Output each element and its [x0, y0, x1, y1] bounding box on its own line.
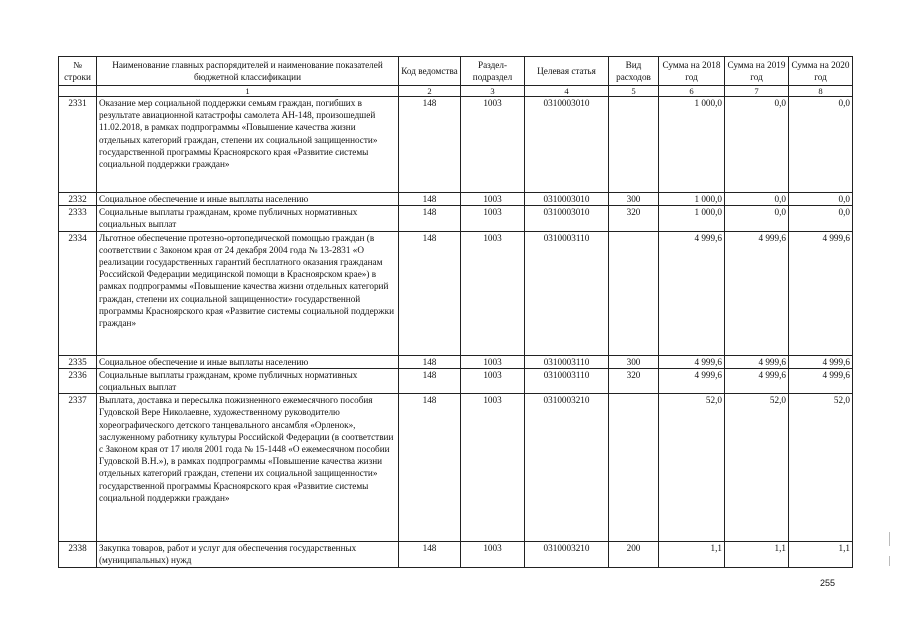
row-description: Социальные выплаты гражданам, кроме публичных нормативных социальных выплат [97, 206, 399, 231]
table-row [59, 193, 853, 206]
sum-2019: 4 999,6 [725, 355, 789, 368]
column-index: 7 [725, 86, 789, 97]
scan-edge-mark [889, 556, 890, 566]
department-code: 148 [399, 355, 461, 368]
sum-2020: 4 999,6 [789, 355, 853, 368]
sum-2018: 4 999,6 [659, 231, 725, 355]
col-header-section: Раздел-подраздел [461, 57, 525, 86]
col-header-sum-2018: Сумма на 2018 год [659, 57, 725, 86]
department-code: 148 [399, 394, 461, 542]
sum-2019: 4 999,6 [725, 231, 789, 355]
department-code: 148 [399, 542, 461, 567]
col-header-name: Наименование главных распорядителей и наименование показателей бюджетной классификации [97, 57, 399, 86]
page-number: 255 [820, 578, 836, 588]
budget-table-sheet [58, 56, 852, 568]
row-number: 2336 [59, 368, 97, 393]
department-code: 148 [399, 231, 461, 355]
section-code: 1003 [461, 206, 525, 231]
row-number: 2333 [59, 206, 97, 231]
expense-type: 320 [609, 206, 659, 231]
table-row [59, 231, 853, 355]
col-header-expense-type: Вид расходов [609, 57, 659, 86]
target-article: 0310003010 [525, 206, 609, 231]
column-index-blank [59, 86, 97, 97]
column-index: 1 [97, 86, 399, 97]
column-index: 4 [525, 86, 609, 97]
col-header-sum-2020: Сумма на 2020 год [789, 57, 853, 86]
sum-2018: 1,1 [659, 542, 725, 567]
column-index: 2 [399, 86, 461, 97]
department-code: 148 [399, 97, 461, 193]
row-description: Социальное обеспечение и иные выплаты населению [97, 193, 399, 206]
row-number: 2335 [59, 355, 97, 368]
sum-2018: 1 000,0 [659, 206, 725, 231]
row-description: Льготное обеспечение протезно-ортопедической помощью граждан (в соответствии с Законом края от 24 декабря 2004 года № 13-2831 «О реализации государственных гарантий бесплатного оказания гражданам Российской Федерации медицинской помощи в Красноярском крае») в рамках подпрограммы «Повышение качества жизни отдельных категорий граждан, степени их социальной защищенности» государственной программы Красноярского края «Развитие системы социальной поддержки граждан» [97, 231, 399, 355]
department-code: 148 [399, 206, 461, 231]
sum-2020: 0,0 [789, 206, 853, 231]
target-article: 0310003210 [525, 394, 609, 542]
row-description: Выплата, доставка и пересылка пожизненного ежемесячного пособия Гудовской Вере Николаевне, художественному руководителю хореографического детского танцевального ансамбля «Орленок», заслуженному работнику культуры Российской Федерации (в соответствии с Законом края от 17 июля 2001 года № 15-1448 «О ежемесячном пособии Гудовской В.Н.»), в рамках подпрограммы «Повышение качества жизни отдельных категорий граждан, степени их социальной защищенности» государственной программы Красноярского края «Развитие системы социальной поддержки граждан» [97, 394, 399, 542]
row-number: 2331 [59, 97, 97, 193]
expense-type: 300 [609, 355, 659, 368]
expense-type: 300 [609, 193, 659, 206]
sum-2019: 1,1 [725, 542, 789, 567]
col-header-sum-2019: Сумма на 2019 год [725, 57, 789, 86]
sum-2020: 52,0 [789, 394, 853, 542]
sum-2020: 0,0 [789, 193, 853, 206]
section-code: 1003 [461, 193, 525, 206]
expense-type: 200 [609, 542, 659, 567]
table-row [59, 206, 853, 231]
target-article: 0310003110 [525, 368, 609, 393]
section-code: 1003 [461, 542, 525, 567]
col-header-target-article: Целевая статья [525, 57, 609, 86]
row-description: Закупка товаров, работ и услуг для обеспечения государственных (муниципальных) нужд [97, 542, 399, 567]
column-index: 5 [609, 86, 659, 97]
sum-2019: 0,0 [725, 193, 789, 206]
sum-2018: 52,0 [659, 394, 725, 542]
section-code: 1003 [461, 394, 525, 542]
sum-2019: 52,0 [725, 394, 789, 542]
table-row [59, 394, 853, 542]
col-header-department-code: Код ведомства [399, 57, 461, 86]
sum-2019: 0,0 [725, 206, 789, 231]
expense-type: 320 [609, 368, 659, 393]
target-article: 0310003010 [525, 97, 609, 193]
target-article: 0310003110 [525, 355, 609, 368]
target-article: 0310003210 [525, 542, 609, 567]
table-row [59, 355, 853, 368]
sum-2020: 4 999,6 [789, 231, 853, 355]
sum-2018: 4 999,6 [659, 355, 725, 368]
table-row [59, 542, 853, 567]
expense-type [609, 394, 659, 542]
sum-2018: 4 999,6 [659, 368, 725, 393]
scan-edge-mark [889, 532, 890, 546]
row-description: Социальные выплаты гражданам, кроме публичных нормативных социальных выплат [97, 368, 399, 393]
column-index: 6 [659, 86, 725, 97]
budget-table [58, 56, 853, 568]
row-description: Оказание мер социальной поддержки семьям граждан, погибших в результате авиационной катастрофы самолета АН-148, произошедшей 11.02.2018, в рамках подпрограммы «Повышение качества жизни отдельных категорий граждан, степени их социальной защищенности» государственной программы Красноярского края «Развитие системы социальной поддержки граждан» [97, 97, 399, 193]
header-row [59, 57, 853, 86]
row-description: Социальное обеспечение и иные выплаты населению [97, 355, 399, 368]
target-article: 0310003110 [525, 231, 609, 355]
table-row [59, 368, 853, 393]
expense-type [609, 231, 659, 355]
sum-2020: 1,1 [789, 542, 853, 567]
sum-2020: 4 999,6 [789, 368, 853, 393]
table-row [59, 97, 853, 193]
target-article: 0310003010 [525, 193, 609, 206]
column-index-row [59, 86, 853, 97]
sum-2020: 0,0 [789, 97, 853, 193]
department-code: 148 [399, 193, 461, 206]
row-number: 2332 [59, 193, 97, 206]
section-code: 1003 [461, 368, 525, 393]
section-code: 1003 [461, 355, 525, 368]
row-number: 2334 [59, 231, 97, 355]
sum-2018: 1 000,0 [659, 97, 725, 193]
sum-2018: 1 000,0 [659, 193, 725, 206]
sum-2019: 4 999,6 [725, 368, 789, 393]
column-index: 8 [789, 86, 853, 97]
section-code: 1003 [461, 231, 525, 355]
department-code: 148 [399, 368, 461, 393]
col-header-row-number: № строки [59, 57, 97, 86]
section-code: 1003 [461, 97, 525, 193]
row-number: 2337 [59, 394, 97, 542]
row-number: 2338 [59, 542, 97, 567]
expense-type [609, 97, 659, 193]
column-index: 3 [461, 86, 525, 97]
sum-2019: 0,0 [725, 97, 789, 193]
